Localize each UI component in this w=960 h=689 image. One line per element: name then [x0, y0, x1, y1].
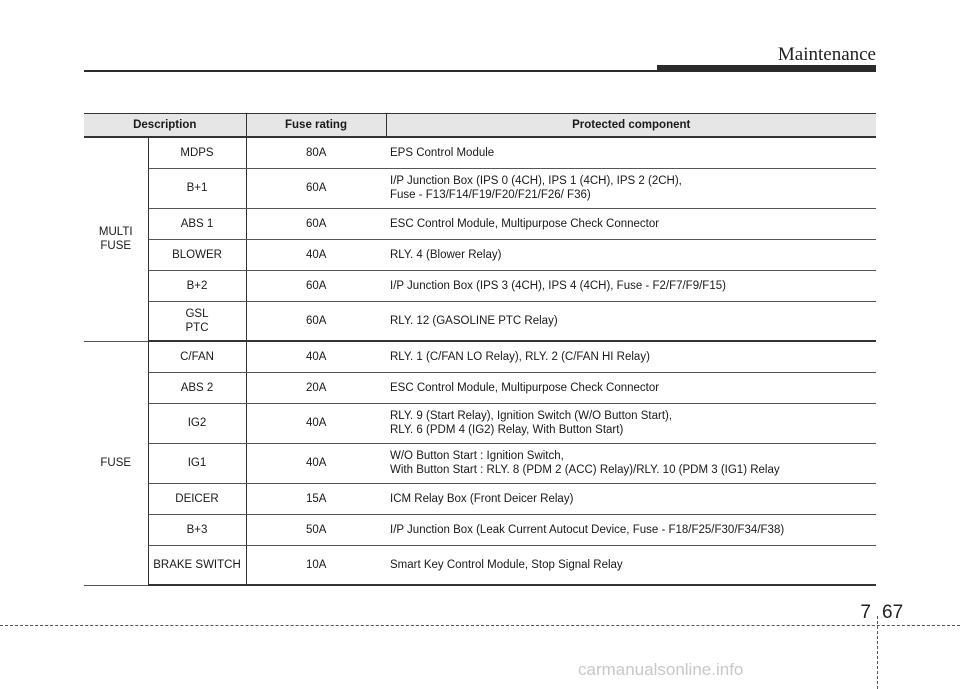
table-row [84, 443, 876, 483]
section-title: Maintenance [777, 44, 876, 65]
column-header-fuse-rating: Fuse rating [246, 114, 386, 138]
table-row [84, 137, 876, 168]
fuse-description [148, 239, 246, 270]
footer-rule [0, 625, 960, 626]
fuse-description-line: IG1 [187, 457, 207, 469]
protected-component-line: With Button Start : RLY. 8 (PDM 2 (ACC) Relay)/RLY. 10 (PDM 3 (IG1) Relay [390, 464, 780, 476]
column-header-description: Description [84, 114, 246, 138]
fuse-group-label [84, 341, 148, 585]
fuse-description-line: DEICER [175, 492, 219, 505]
protected-component-line: RLY. 12 (GASOLINE PTC Relay) [390, 314, 558, 327]
protected-component [386, 301, 876, 341]
watermark: carmanualsonline.info [578, 660, 744, 679]
fuse-description [148, 341, 246, 372]
protected-component-line: RLY. 9 (Start Relay), Ignition Switch (W/O Button Start), [390, 410, 673, 422]
protected-component-line: ESC Control Module, Multipurpose Check Connector [390, 217, 660, 230]
table-body [84, 137, 876, 585]
protected-component [386, 137, 876, 168]
fuse-description-line: C/FAN [180, 350, 214, 363]
fuse-description [148, 168, 246, 208]
fuse-rating: 60A [246, 301, 386, 341]
protected-component-line: I/P Junction Box (IPS 0 (4CH), IPS 1 (4CH), IPS 2 (2CH), [390, 175, 682, 187]
protected-component-line: RLY. 6 (PDM 4 (IG2) Relay, With Button Start) [390, 424, 624, 436]
table-row [84, 403, 876, 443]
protected-component-line: I/P Junction Box (IPS 3 (4CH), IPS 4 (4CH), Fuse - F2/F7/F9/F15) [390, 279, 726, 292]
protected-component [386, 545, 876, 585]
fuse-group-name-line: FUSE [100, 240, 132, 253]
fuse-rating: 20A [246, 372, 386, 403]
header-rule-thick [657, 65, 876, 72]
fuse-description [148, 301, 246, 341]
fuse-description-line: ABS 1 [180, 217, 214, 230]
fuse-description [148, 403, 246, 443]
fuse-description-line: PTC [185, 321, 209, 334]
table-row [84, 514, 876, 545]
protected-component [386, 270, 876, 301]
protected-component [386, 341, 876, 372]
fuse-description [148, 208, 246, 239]
fuse-table [84, 113, 876, 586]
protected-component [386, 168, 876, 208]
fuse-rating: 50A [246, 514, 386, 545]
fuse-rating: 40A [246, 443, 386, 483]
fuse-description-line: BRAKE SWITCH [153, 558, 241, 571]
protected-component [386, 372, 876, 403]
fuse-rating: 40A [246, 239, 386, 270]
table-row [84, 270, 876, 301]
fuse-rating: 60A [246, 168, 386, 208]
fuse-rating: 60A [246, 208, 386, 239]
fuse-rating: 15A [246, 483, 386, 514]
protected-component-line: I/P Junction Box (Leak Current Autocut Device, Fuse - F18/F25/F30/F34/F38) [390, 523, 785, 536]
fuse-group-name-line: FUSE [100, 457, 132, 469]
page-number: 67 [882, 602, 904, 623]
header-rule [84, 70, 660, 72]
protected-component [386, 514, 876, 545]
table-row [84, 341, 876, 372]
fuse-rating: 10A [246, 545, 386, 585]
fuse-description-line: MDPS [180, 146, 214, 159]
table-row [84, 372, 876, 403]
fuse-description [148, 545, 246, 585]
table-row [84, 168, 876, 208]
protected-component-line: EPS Control Module [390, 146, 495, 159]
fuse-description [148, 483, 246, 514]
protected-component [386, 483, 876, 514]
fuse-description-line: GSL [185, 307, 209, 320]
footer-divider [877, 616, 878, 689]
chapter-number: 7 [860, 602, 871, 623]
fuse-group-name-line: MULTI [98, 226, 133, 239]
fuse-description [148, 137, 246, 168]
fuse-description-line: B+3 [186, 523, 208, 536]
fuse-description-line: B+2 [186, 279, 208, 292]
table-row [84, 208, 876, 239]
fuse-rating: 60A [246, 270, 386, 301]
protected-component-line: RLY. 1 (C/FAN LO Relay), RLY. 2 (C/FAN HI Relay) [390, 350, 650, 363]
fuse-description [148, 443, 246, 483]
fuse-group-label [84, 137, 148, 341]
protected-component-line: Smart Key Control Module, Stop Signal Relay [390, 558, 623, 571]
fuse-rating: 40A [246, 403, 386, 443]
table-header-row [84, 114, 876, 138]
protected-component-line: RLY. 4 (Blower Relay) [390, 248, 502, 261]
protected-component-line: Fuse - F13/F14/F19/F20/F21/F26/ F36) [390, 189, 591, 201]
protected-component [386, 208, 876, 239]
fuse-description [148, 514, 246, 545]
fuse-description-line: IG2 [187, 417, 207, 429]
protected-component [386, 239, 876, 270]
protected-component [386, 403, 876, 443]
protected-component-line: ICM Relay Box (Front Deicer Relay) [390, 492, 574, 505]
protected-component-line: W/O Button Start : Ignition Switch, [390, 450, 564, 462]
table-row [84, 545, 876, 585]
table-row [84, 483, 876, 514]
fuse-description-line: BLOWER [172, 248, 222, 261]
fuse-description [148, 270, 246, 301]
fuse-rating: 40A [246, 341, 386, 372]
protected-component [386, 443, 876, 483]
table-row [84, 239, 876, 270]
protected-component-line: ESC Control Module, Multipurpose Check Connector [390, 381, 660, 394]
fuse-rating: 80A [246, 137, 386, 168]
column-header-protected-component: Protected component [386, 114, 876, 138]
fuse-description-line: ABS 2 [180, 381, 214, 394]
table-row [84, 301, 876, 341]
fuse-description-line: B+1 [186, 182, 208, 194]
fuse-description [148, 372, 246, 403]
